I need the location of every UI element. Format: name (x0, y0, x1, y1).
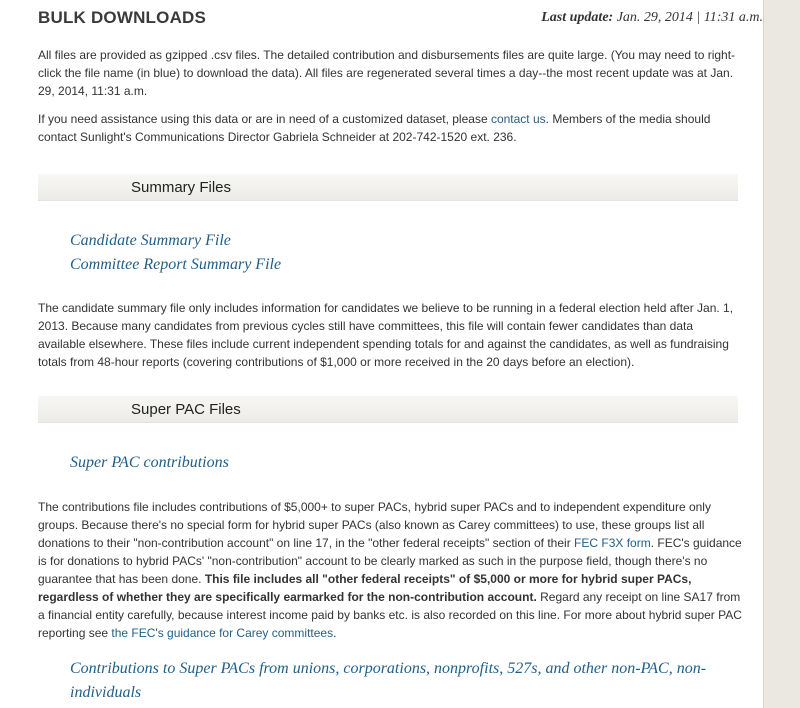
summary-description (38, 299, 743, 371)
summary-files-section-header (38, 174, 738, 201)
super-pac-desc-a: The contributions file includes contributions of $5,000+ to super PACs, hybrid super PACs and to independent expenditure only groups. Because there's no special form for hybrid super PACs (also known as Carey committees) to use, these groups list all donations to their "non-contribution account" on line 17, in the "other federal receipts" section of their (38, 500, 711, 550)
super-pac-desc-c: Regard any receipt on line SA17 from a financial entity carefully, because interest income paid by banks etc. is also recorded on this line. For more about hybrid super PAC reporting see (38, 590, 742, 640)
super-pac-files-section-header (38, 396, 738, 423)
fec-f3x-form-link[interactable]: FEC F3X form (574, 536, 651, 550)
last-update-value: Jan. 29, 2014 | 11:31 a.m. (616, 10, 763, 25)
page-title: BULK DOWNLOADS (38, 8, 207, 27)
intro-text-1: All files are provided as gzipped .csv files. The detailed contribution and disbursements files are quite large. (You may need to right-click the file name (in blue) to download the data). All files are regenerated several times a day--the most recent update was at Jan. 29, 2014, 11:31 a.m. (38, 48, 736, 98)
super-pac-files-heading: Super PAC Files (131, 401, 241, 418)
summary-files-heading: Summary Files (131, 179, 232, 196)
last-update (541, 10, 763, 26)
intro-paragraph-1 (38, 46, 743, 100)
last-update-label: Last update: (541, 10, 614, 25)
committee-report-summary-file-link[interactable]: Committee Report Summary File (70, 256, 282, 273)
non-pac-contributions-link[interactable]: Contributions to Super PACs from unions, corporations, nonprofits, 527s, and other non-PAC, non-individuals (70, 660, 707, 701)
summary-description-text: The candidate summary file only includes information for candidates we believe to be running in a federal election held after Jan. 1, 2013. Because many candidates from previous cycles still have committees, this file will contain fewer candidates than data available elsewhere. These files include current independent spending totals for and against the candidates, as well as fundraising totals from 48-hour reports (covering contributions of $1,000 or more received in the 20 days before an election). (38, 301, 734, 369)
fec-carey-guidance-link[interactable]: the FEC's guidance for Carey committees (111, 626, 334, 640)
candidate-summary-file-link[interactable]: Candidate Summary File (70, 232, 231, 249)
super-pac-desc-bold: This file includes all "other federal receipts" of $5,000 or more for hybrid super PACs, regardless of whether they are specifically earmarked for the non-contribution account. (38, 572, 692, 604)
super-pac-description (38, 498, 743, 642)
page-header (38, 8, 763, 32)
intro-text-2-before: If you need assistance using this data or are in need of a customized dataset, please (38, 112, 491, 126)
super-pac-desc-d: . (333, 626, 337, 640)
intro-paragraph-2 (38, 110, 743, 146)
super-pac-contributions-link[interactable]: Super PAC contributions (70, 454, 229, 471)
intro-text-2 (38, 110, 743, 146)
intro-text-2-after: . Members of the media should contact Sunlight's Communications Director Gabriela Schneider at 202-742-1520 ext. 236. (38, 112, 711, 144)
super-pac-desc-b: . FEC's guidance is for donations to hybrid PACs' "non-contribution" account to be clearly marked as such in the purpose field, though there's no guarantee that has been done. (38, 536, 742, 586)
super-pac-description-text (38, 498, 743, 642)
contact-us-link[interactable]: contact us (490, 112, 546, 126)
